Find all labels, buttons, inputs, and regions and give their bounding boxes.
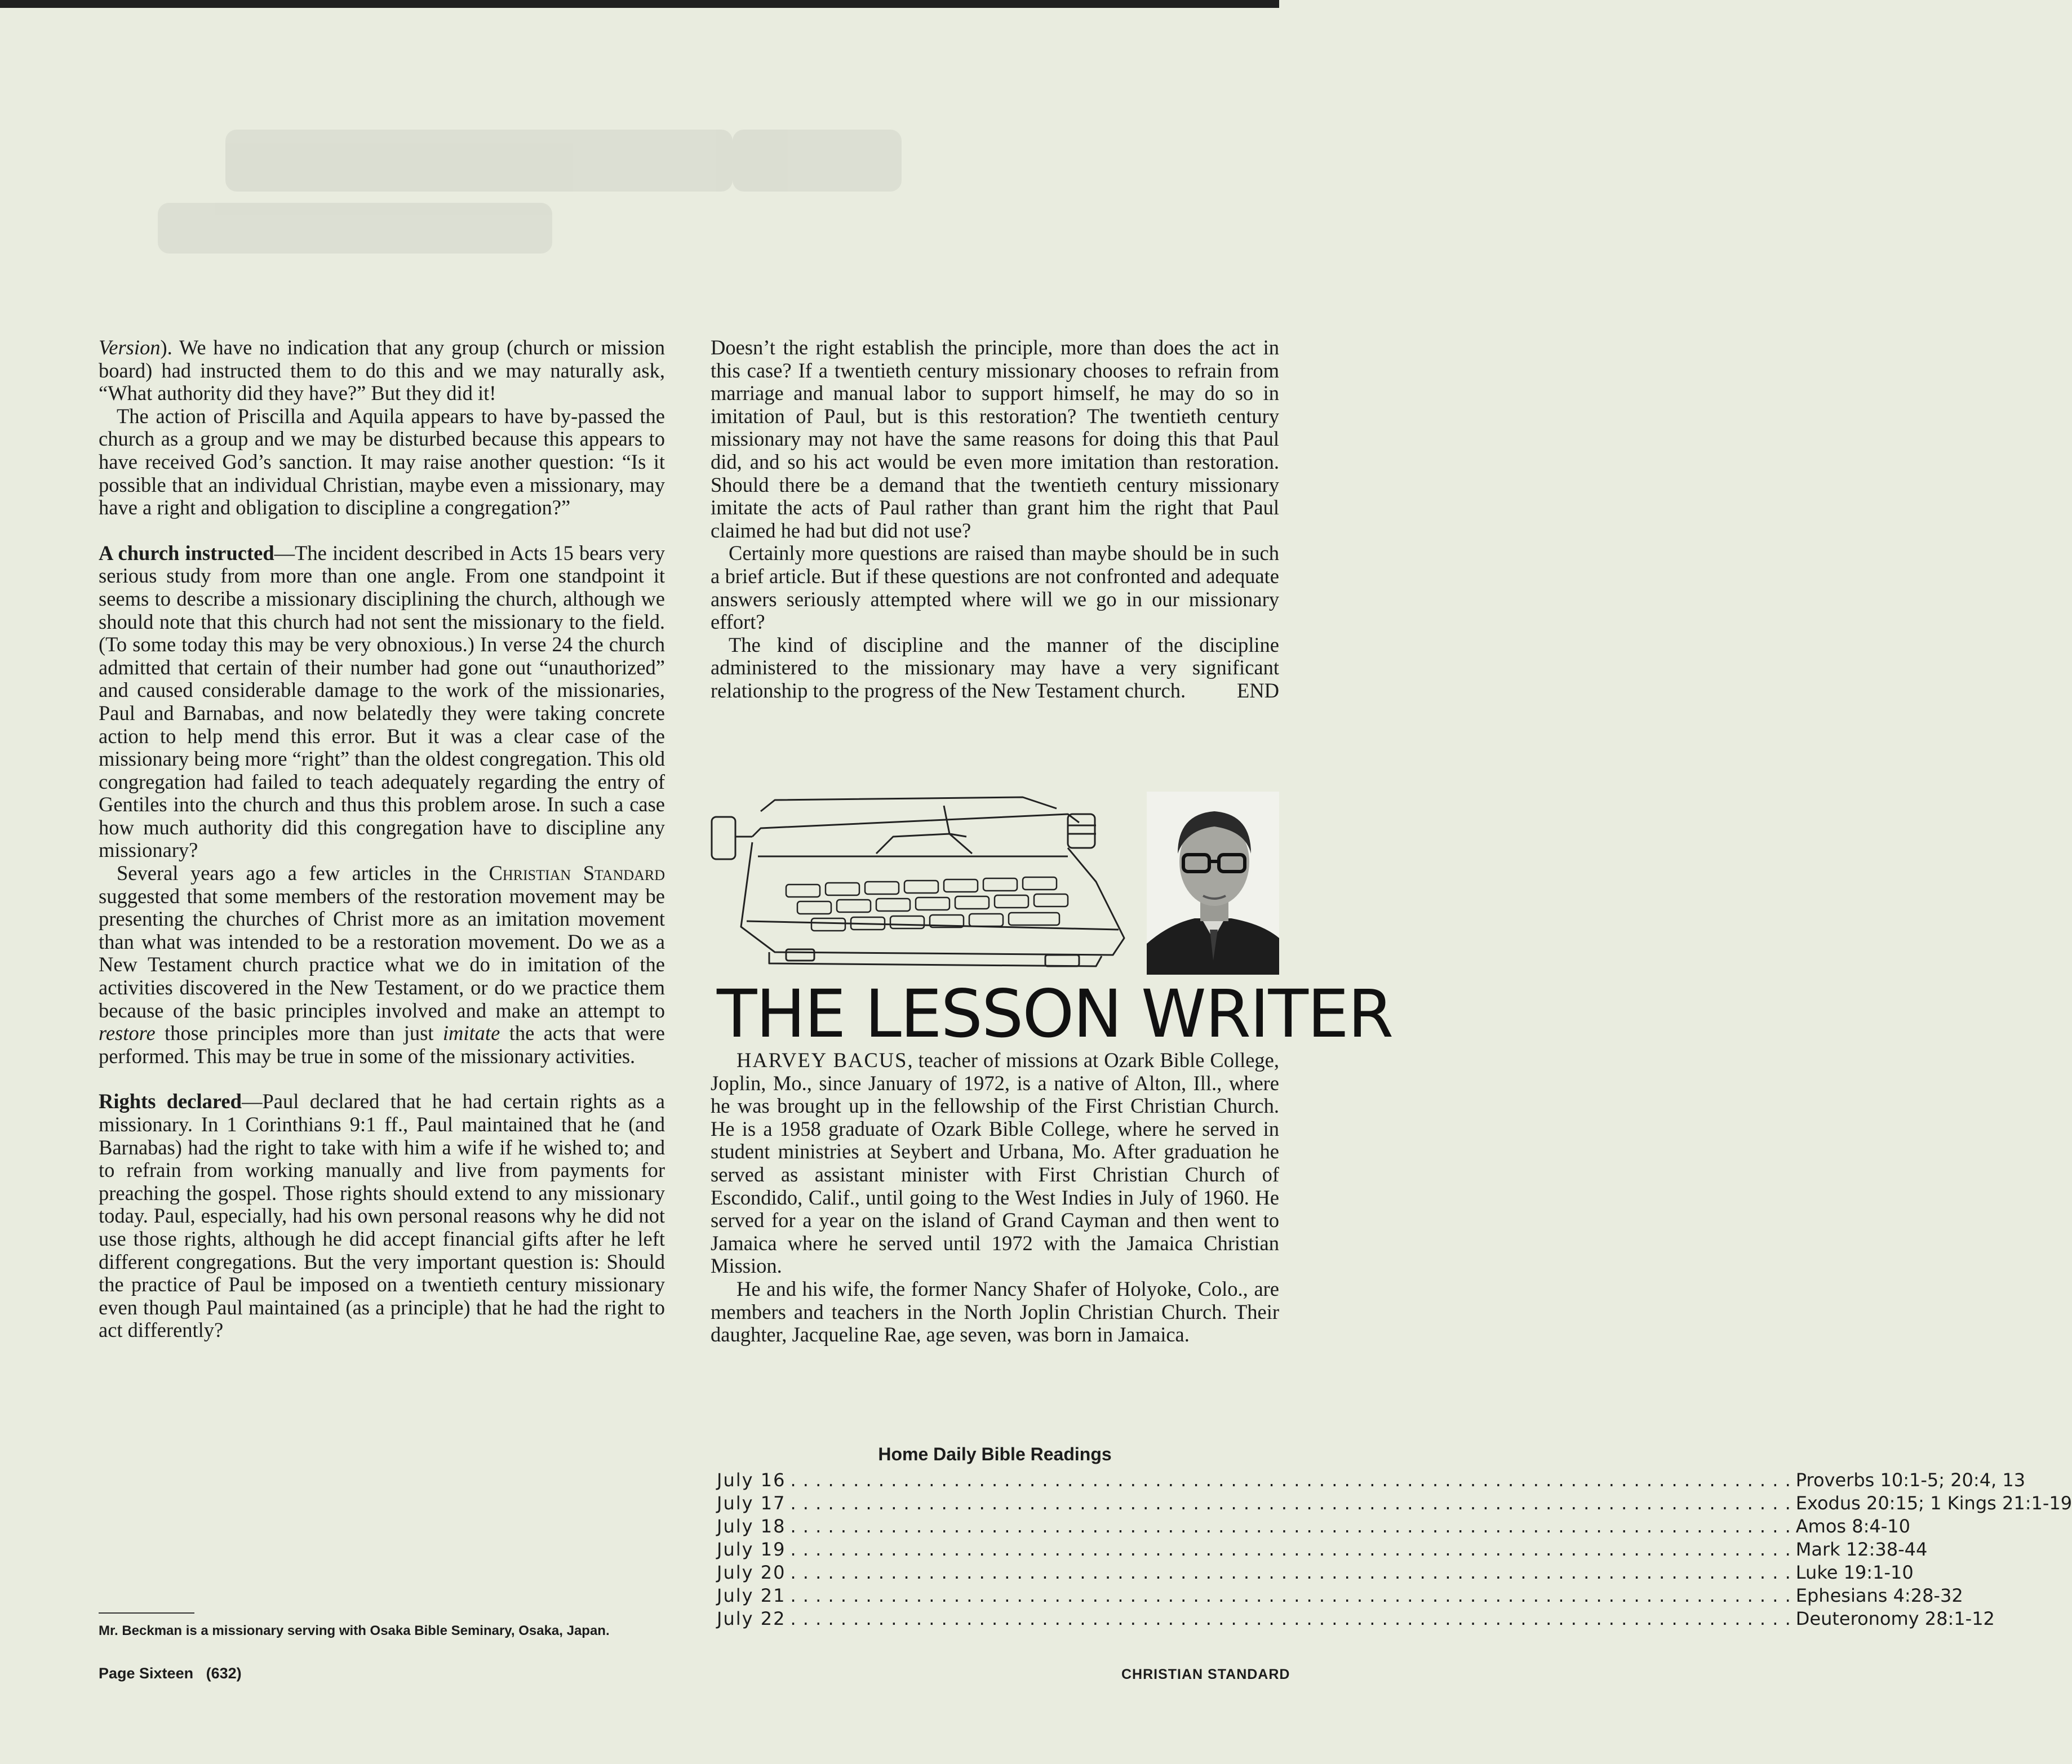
reading-row: [717, 1516, 1911, 1539]
paragraph-text: , teacher of missions at Ozark Bible College, Joplin, Mo., since January of 1972, is a native of Alton, Ill., where he was brought up in the fellowship of the First Christian Church. He is a 1958 graduate of Ozark Bible College, where he served in student ministries at Seybert and Urbana, Mo. After graduation he served as assistant minister with First Christian Church of Escondido, Calif., until going to the West Indies in July of 1960. He served for a year on the island of Grand Cayman and then went to Jamaica where he served until 1972 with the Jamaica Christian Mission.: [711, 1048, 1279, 1278]
left-column: [99, 336, 665, 1342]
bible-readings-list: [717, 1469, 2072, 1631]
leader-dots: [790, 1516, 1791, 1537]
typewriter-illustration: [707, 780, 1135, 983]
reading-row: [717, 1562, 1914, 1585]
reading-date: July 16: [717, 1469, 786, 1491]
paragraph-text: the acts that were performed. This may be true in some of the missionary activities.: [99, 1021, 665, 1068]
paragraph-text: those principles more than just: [165, 1021, 434, 1045]
paragraph: The action of Priscilla and Aquila appears to have by-passed the church as a group and we may be disturbed because this appears to have received God’s sanction. It may raise another question: “Is it possible that an individual Christian, maybe even a missionary, may have a right and obligation to discipline a congregation?”: [99, 404, 665, 519]
section-a-church-instructed: [99, 542, 665, 862]
right-column: [711, 336, 1279, 703]
reading-date: July 18: [717, 1516, 786, 1537]
lesson-writer-headline: THE LESSON WRITER: [717, 975, 1393, 1052]
paragraph: He and his wife, the former Nancy Shafer of Holyoke, Colo., are members and teachers in the North Joplin Christian Church. Their daughter, Jacqueline Rae, age seven, was born in Jamaica.: [711, 1277, 1279, 1347]
reading-reference: Deuteronomy 28:1-12: [1795, 1608, 1995, 1629]
paragraph-text: Several years ago a few articles in the: [117, 861, 477, 885]
paragraph-text: —The incident described in Acts 15 bears very serious study from more than one angle. From one standpoint it seems to describe a missionary disciplining the church, although we should note that this church had not sent the missionary to the field. (To some today this may be very obnoxious.) In verse 24 the church admitted that certain of their number had gone out “unauthorized” and caused considerable damage to the work of the missionaries, Paul and Barnabas, and now belatedly they were taking concrete action to help mend this error. But it was a clear case of the missionary being more “right” than the oldest congregation. This old congregation had failed to teach adequately regarding the entry of Gentiles into the church and thus this problem arose. In such a case how much authority did this congregation have to discipline any missionary?: [99, 541, 665, 862]
footnote-rule: [99, 1612, 194, 1614]
leader-dots: [790, 1539, 1791, 1560]
reading-reference: Amos 8:4-10: [1795, 1516, 1911, 1537]
leader-dots: [790, 1562, 1791, 1583]
paragraph-text: ). We have no indication that any group (church or mission board) had instructed them to do this and we may naturally ask, “What authority did they have?” But they did it!: [99, 336, 665, 405]
reading-reference: Mark 12:38-44: [1795, 1539, 1928, 1560]
leader-dots: [790, 1492, 1791, 1514]
paragraph: Certainly more questions are raised than maybe should be in such a brief article. But if these questions are not confronted and adequate answers seriously attempted where will we go in our missionary effort?: [711, 541, 1279, 634]
paragraph: [711, 634, 1279, 703]
lesson-writer-bio: [711, 1049, 1279, 1347]
reading-date: July 22: [717, 1608, 786, 1629]
leader-dots: [790, 1585, 1791, 1606]
paragraph-text: —Paul declared that he had certain rights as a missionary. In 1 Corinthians 9:1 ff., Paul maintained that he (and Barnabas) had the right to take with him a wife if he wished to; and to refrain from working manually and live from payments for preaching the gospel. Those rights should extend to any missionary today. Paul, especially, had his own personal reasons why he did not use those rights, although he did accept financial gifts after he left different congregations. But the very important question is: Should the practice of Paul be imposed on a twentieth century missionary even though Paul maintained (as a principle) that he had the right to act differently?: [99, 1090, 665, 1342]
page-number: Page Sixteen (632): [99, 1665, 242, 1682]
reading-date: July 21: [717, 1585, 786, 1606]
author-portrait-photo: [1147, 792, 1279, 975]
italic-text: Version: [99, 336, 161, 359]
section-rights-declared: [99, 1090, 665, 1342]
reading-date: July 20: [717, 1562, 786, 1583]
italic-text: restore: [99, 1021, 156, 1045]
section-heading: A church instructed: [99, 541, 274, 565]
reading-reference: Exodus 20:15; 1 Kings 21:1-19: [1795, 1492, 2072, 1514]
bleed-through-shadow: [0, 79, 1279, 304]
readings-title: Home Daily Bible Readings: [878, 1444, 1112, 1464]
italic-text: imitate: [442, 1021, 500, 1045]
reading-reference: Proverbs 10:1-5; 20:4, 13: [1795, 1469, 2026, 1491]
reading-row: [717, 1608, 1995, 1631]
author-footnote: Mr. Beckman is a missionary serving with Osaka Bible Seminary, Osaka, Japan.: [99, 1623, 610, 1638]
paragraph-text: suggested that some members of the restoration movement may be presenting the churches of Christ more as an imitation movement than what was intended to be a restoration movement. Do we as a New Testament church practice what we do in imitation of the activities discovered in the New Testament, or do we practice them because of the basic principles involved and make an attempt to: [99, 884, 665, 1022]
reading-date: July 19: [717, 1539, 786, 1560]
reading-row: [717, 1585, 1963, 1608]
reading-date: July 17: [717, 1492, 786, 1514]
paragraph: Doesn’t the right establish the principle, more than does the act in this case? If a twentieth century missionary chooses to refrain from marriage and manual labor to support himself, he may do so in imitation of Paul, but is this restoration? The twentieth century missionary may not have the same reasons for doing this that Paul did, and so his act would be even more imitation than restoration. Should there be a demand that the twentieth century missionary imitate the acts of Paul rather than grant him the right that Paul claimed he had but did not use?: [711, 336, 1279, 542]
scan-top-edge: [0, 0, 1279, 8]
paragraph: [99, 862, 665, 1068]
reading-row: [717, 1539, 1928, 1562]
reading-reference: Ephesians 4:28-32: [1795, 1585, 1963, 1606]
paragraph: [711, 1049, 1279, 1278]
publication-name: Christian Standard: [489, 861, 665, 885]
paragraph-text: The kind of discipline and the manner of the discipline administered to the missionary may have a very significant relationship to the progress of the New Testament church.: [711, 633, 1279, 702]
reading-row: [717, 1492, 2072, 1516]
leader-dots: [790, 1608, 1791, 1629]
paragraph: [99, 336, 665, 405]
section-heading: Rights declared: [99, 1090, 242, 1113]
leader-dots: [790, 1469, 1791, 1491]
publication-footer: CHRISTIAN STANDARD: [1121, 1667, 1290, 1682]
end-mark: END: [1236, 678, 1279, 702]
reading-reference: Luke 19:1-10: [1795, 1562, 1914, 1583]
writer-name: HARVEY BACUS: [736, 1048, 908, 1072]
reading-row: [717, 1469, 2026, 1492]
